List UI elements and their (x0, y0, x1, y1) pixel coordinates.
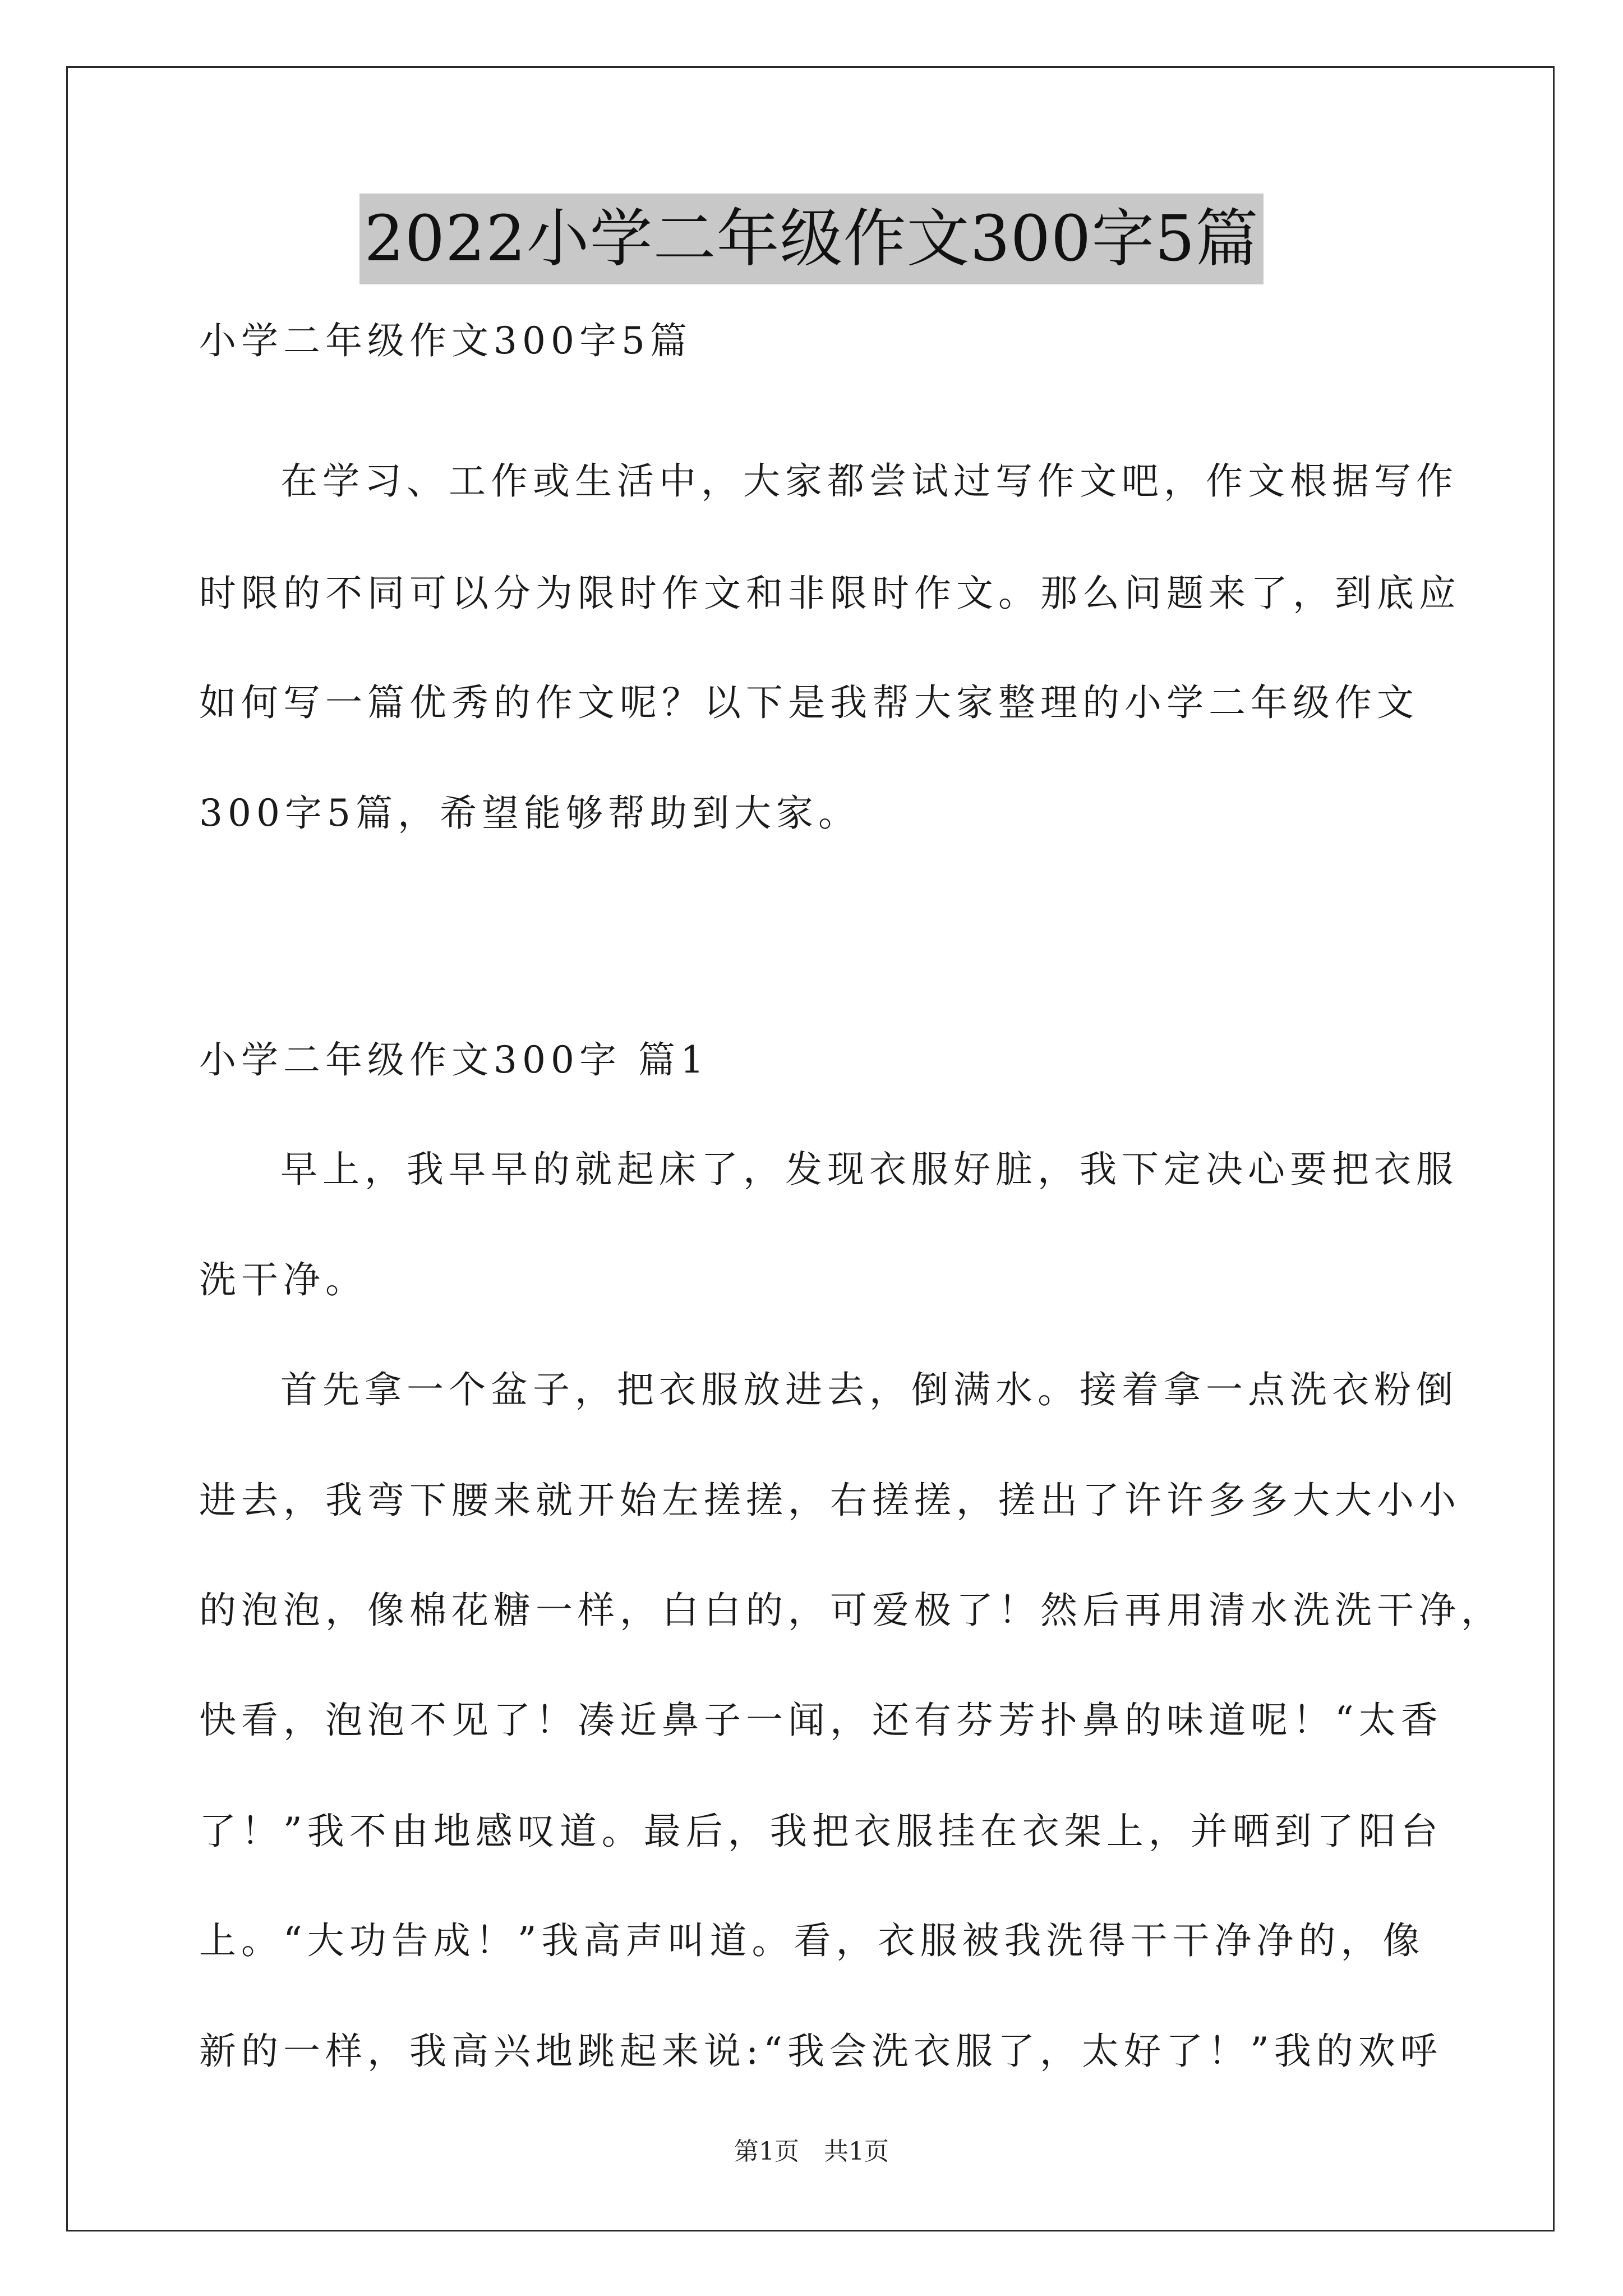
essay-paragraph-line-9: 新的一样，我高兴地跳起来说:“我会洗衣服了，太好了！”我的欢呼 (199, 2030, 1442, 2073)
intro-paragraph-line-1: 在学习、工作或生活中，大家都尝试过写作文吧，作文根据写作 (280, 459, 1458, 503)
essay-paragraph-line-7: 了！”我不由地感叹道。最后，我把衣服挂在衣架上，并晒到了阳台 (199, 1810, 1443, 1853)
section-heading: 小学二年级作文300字 篇1 (199, 1038, 709, 1082)
intro-paragraph-line-4: 300字5篇，希望能够帮助到大家。 (199, 792, 860, 835)
intro-paragraph-line-3: 如何写一篇优秀的作文呢？以下是我帮大家整理的小学二年级作文 (199, 681, 1419, 724)
intro-paragraph-line-2: 时限的不同可以分为限时作文和非限时作文。那么问题来了，到底应 (199, 572, 1461, 615)
essay-paragraph-line-4: 进去，我弯下腰来就开始左搓搓，右搓搓，搓出了许许多多大大小小 (199, 1479, 1461, 1522)
essay-paragraph-line-3: 首先拿一个盆子，把衣服放进去，倒满水。接着拿一点洗衣粉倒 (280, 1368, 1458, 1411)
essay-paragraph-line-6: 快看，泡泡不见了！凑近鼻子一闻，还有芬芳扑鼻的味道呢！“太香 (199, 1699, 1443, 1742)
subtitle-line: 小学二年级作文300字5篇 (199, 319, 692, 362)
essay-paragraph-line-1: 早上，我早早的就起床了，发现衣服好脏，我下定决心要把衣服 (280, 1148, 1458, 1191)
document-title: 2022小学二年级作文300字5篇 (359, 194, 1263, 284)
title-container (0, 194, 1623, 284)
essay-paragraph-line-5: 的泡泡，像棉花糖一样，白白的，可爱极了！然后再用清水洗洗干净， (199, 1589, 1503, 1632)
essay-paragraph-line-2: 洗干净。 (199, 1258, 367, 1301)
essay-paragraph-line-8: 上。“大功告成！”我高声叫道。看，衣服被我洗得干干净净的，像 (199, 1919, 1425, 1962)
page-footer: 第1页 共1页 (734, 2137, 889, 2166)
